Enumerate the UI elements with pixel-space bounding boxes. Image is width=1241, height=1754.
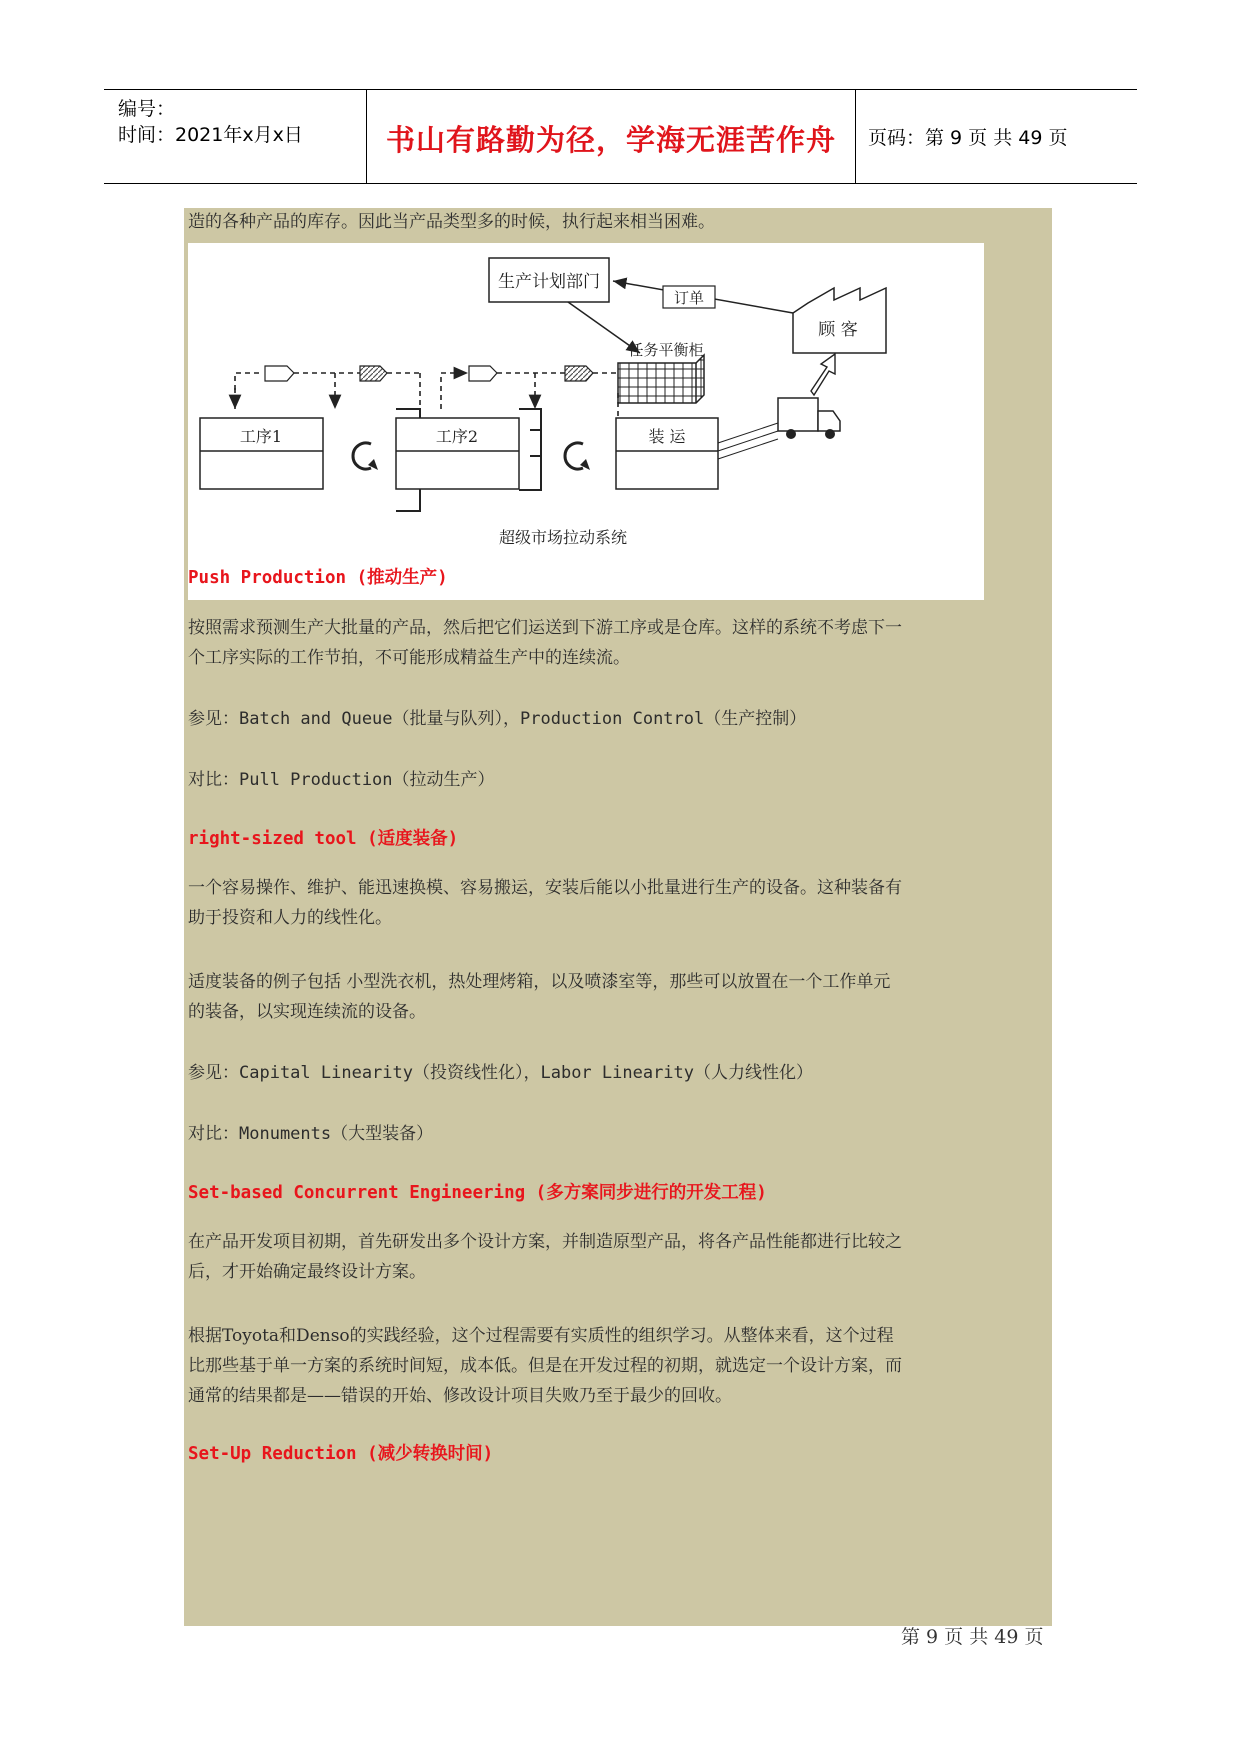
- supermarket-2-icon: [519, 409, 541, 490]
- supermarket-pull-diagram: [188, 243, 984, 600]
- set-based-para2-line1: 根据Toyota和Denso的实践经验，这个过程需要有实质性的组织学习。从整体来看，这个过程: [188, 1326, 894, 1346]
- truck-icon: [778, 398, 818, 431]
- header-right-cell: [856, 90, 1137, 183]
- push-production-heading: Push Production (推动生产): [188, 568, 448, 588]
- right-sized-tool-heading: right-sized tool (适度装备): [188, 829, 459, 849]
- header-left-cell: [104, 90, 366, 183]
- right-sized-para2-line1: 适度装备的例子包括 小型洗衣机，热处理烤箱，以及喷漆室等，那些可以放置在一个工作单元: [188, 972, 891, 992]
- kanban-loop-2: [441, 373, 468, 409]
- page-footer: 第 9 页 共 49 页: [901, 1626, 1044, 1648]
- diagram-caption: 超级市场拉动系统: [498, 528, 628, 547]
- leveling-box-icon: [618, 355, 704, 403]
- intro-line: 造的各种产品的库存。因此当产品类型多的时候，执行起来相当困难。: [188, 212, 715, 232]
- order-label: 订单: [673, 289, 705, 307]
- set-based-para1-line1: 在产品开发项目初期，首先研发出多个设计方案，并制造原型产品，将各产品性能都进行比较之: [188, 1232, 902, 1252]
- set-based-para2-line2: 比那些基于单一方案的系统时间短，成本低。但是在开发过程的初期，就选定一个设计方案，而: [188, 1356, 902, 1376]
- planning-label: 生产计划部门: [498, 272, 600, 292]
- push-production-contrast: 对比：Pull Production（拉动生产）: [188, 770, 495, 790]
- header-motto: 书山有路勤为径，学海无涯苦作舟: [385, 123, 836, 157]
- header-center-cell: [366, 90, 856, 183]
- production-kanban-2-icon: [565, 366, 593, 381]
- set-based-heading: Set-based Concurrent Engineering (多方案同步进行的开发工程): [188, 1183, 767, 1203]
- set-based-para1-line2: 后，才开始确定最终设计方案。: [188, 1262, 426, 1282]
- customer-label: 顾 客: [818, 320, 858, 340]
- right-sized-para2-line2: 的装备，以实现连续流的设备。: [188, 1002, 426, 1022]
- push-production-para-line1: 按照需求预测生产大批量的产品，然后把它们运送到下游工序或是仓库。这样的系统不考虑下一: [188, 618, 902, 638]
- withdrawal-kanban-2-icon: [469, 366, 497, 381]
- diagram-svg: [188, 243, 984, 600]
- production-kanban-1-icon: [360, 366, 387, 381]
- push-production-para-line2: 个工序实际的工作节拍，不可能形成精益生产中的连续流。: [188, 648, 630, 668]
- header-page-number: 页码：第 9 页 共 49 页: [868, 127, 1068, 149]
- right-sized-see-also: 参见：Capital Linearity（投资线性化），Labor Linearity（人力线性化）: [188, 1063, 814, 1083]
- set-based-para2-line3: 通常的结果都是——错误的开始、修改设计项目失败乃至于最少的回收。: [188, 1386, 732, 1406]
- page-header: [104, 89, 1137, 184]
- shipping-label: 装 运: [648, 427, 686, 446]
- document-time-label: 时间：2021年x月x日: [118, 124, 303, 146]
- setup-reduction-heading: Set-Up Reduction (减少转换时间): [188, 1444, 494, 1464]
- right-sized-para1-line1: 一个容易操作、维护、能迅速换模、容易搬运，安装后能以小批量进行生产的设备。这种装备有: [188, 878, 902, 898]
- process-1-label: 工序1: [239, 427, 283, 446]
- push-production-see-also: 参见：Batch and Queue（批量与队列），Production Control（生产控制）: [188, 709, 807, 729]
- document-number-label: 编号：: [118, 98, 176, 120]
- kanban-loop-1: [235, 373, 263, 390]
- withdrawal-kanban-1-icon: [265, 366, 294, 381]
- process-2-label: 工序2: [435, 427, 479, 446]
- content-panel: [184, 208, 1052, 1626]
- right-sized-para1-line2: 助于投资和人力的线性化。: [188, 908, 392, 928]
- delivery-arrow-icon: [811, 354, 835, 395]
- leveling-box-label: 任务平衡柜: [628, 341, 704, 359]
- right-sized-contrast: 对比：Monuments（大型装备）: [188, 1124, 434, 1144]
